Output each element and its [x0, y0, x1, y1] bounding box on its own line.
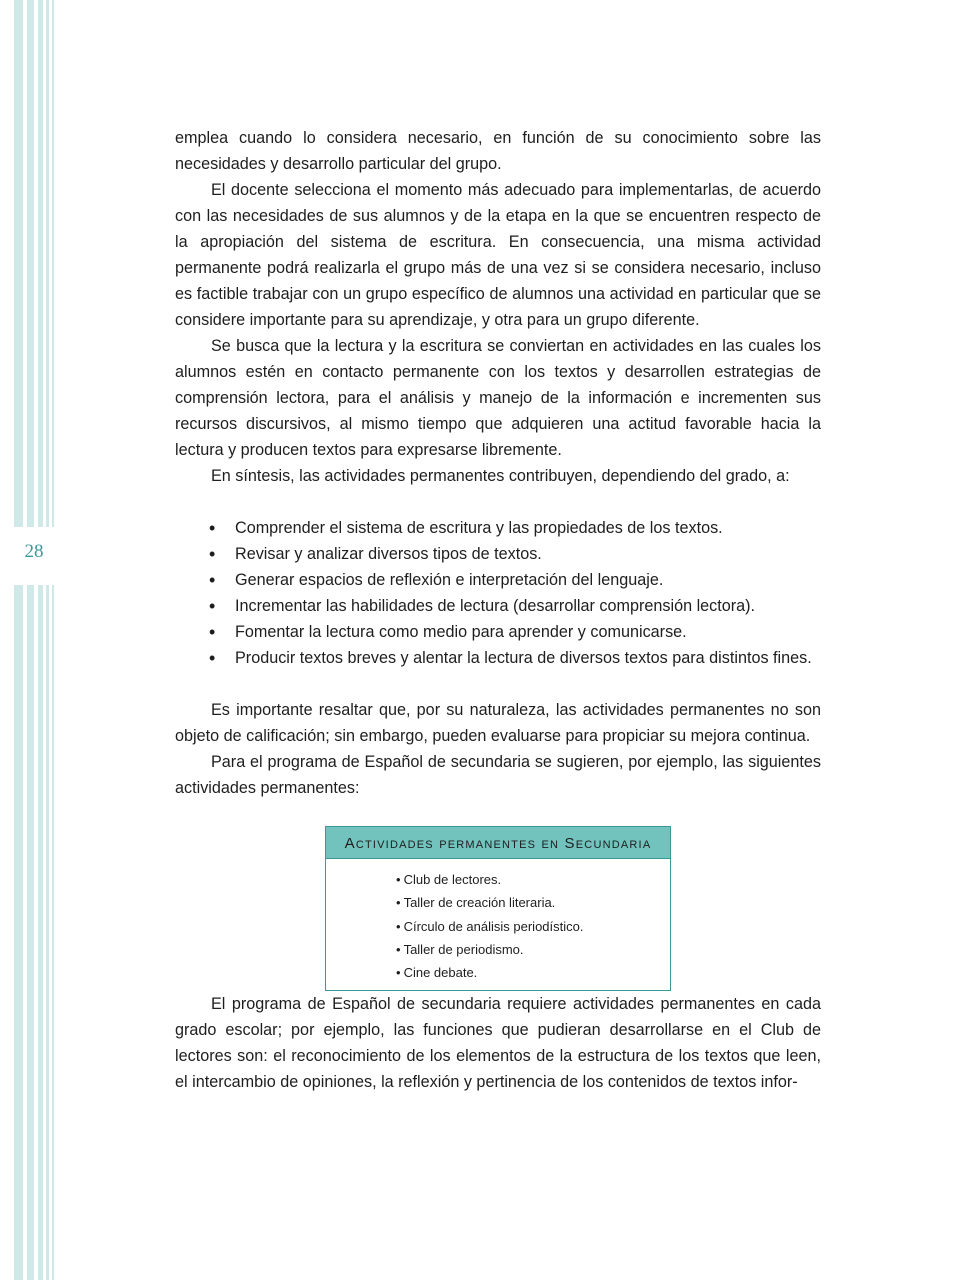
list-item: • Fomentar la lectura como medio para aprender y comunicarse. — [209, 619, 821, 645]
paragraph: Para el programa de Español de secundaria se sugieren, por ejemplo, las siguientes actividades permanentes: — [175, 753, 821, 797]
list-item: • Cine debate. — [396, 965, 478, 981]
bullet-icon: • — [209, 570, 216, 590]
list-item: • Club de lectores. — [396, 872, 502, 887]
paragraph: El programa de Español de secundaria requiere actividades permanentes en cada grado escolar; por ejemplo, las funciones que pudieran desarrollarse en el Club de lectores son: el reconocimiento de los elementos de la estructura de los textos que leen, el intercambio de opiniones, la reflexión y pertinencia de los contenidos de textos infor- — [175, 995, 821, 1092]
list-item: • Taller de periodismo. — [396, 941, 524, 957]
paragraph: Es importante resaltar que, por su naturaleza, las actividades permanentes no son objeto de calificación; sin embargo, pueden evaluarse para propiciar su mejora continua. — [175, 701, 821, 745]
paragraph: emplea cuando lo considera necesario, en función de su conocimiento sobre las necesidades y desarrollo particular del grupo. — [175, 129, 821, 173]
margin-stripe — [38, 0, 43, 1280]
list-item: • Círculo de análisis periodístico. — [396, 918, 584, 934]
contribution-list — [175, 515, 821, 671]
margin-stripe — [14, 0, 23, 1280]
margin-stripe — [46, 0, 49, 1280]
activities-box-title: Actividades permanentes en Secundaria — [326, 827, 670, 859]
list-item: • Taller de creación literaria. — [396, 895, 556, 911]
bullet-icon: • — [209, 648, 216, 668]
bullet-icon: • — [396, 895, 401, 911]
activities-list — [326, 859, 670, 990]
paragraph: El docente selecciona el momento más adecuado para implementarlas, de acuerdo con las necesidades de sus alumnos y de la etapa en la que se encuentren respecto de la apropiación del sistema de escritura. En consecuencia, una misma actividad permanente podrá realizarla el grupo más de una vez si se considera necesario, incluso es factible trabajar con un grupo específico de alumnos una actividad en particular que se considere importante para su aprendizaje, y otra para un grupo diferente. — [175, 181, 821, 329]
paragraph: En síntesis, las actividades permanentes contribuyen, dependiendo del grado, a: — [211, 467, 790, 485]
paragraph: Se busca que la lectura y la escritura se conviertan en actividades en las cuales los alumnos estén en contacto permanente con los textos y desarrollen estrategias de comprensión lectora, para el análisis y manejo de la información e incrementen sus recursos discursivos, al mismo tiempo que adquieren una actitud favorable hacia la lectura y producen textos para expresarse libremente. — [175, 337, 821, 459]
page-body — [175, 125, 821, 1095]
bullet-icon: • — [209, 518, 216, 538]
margin-stripes — [0, 0, 60, 1280]
activities-box — [325, 826, 671, 991]
bullet-icon: • — [209, 596, 216, 616]
list-item: • Producir textos breves y alentar la lectura de diversos textos para distintos fines. — [209, 645, 821, 671]
list-item: • Generar espacios de reflexión e interpretación del lenguaje. — [209, 567, 821, 593]
list-item: • Comprender el sistema de escritura y las propiedades de los textos. — [209, 515, 821, 541]
margin-stripe — [27, 0, 34, 1280]
list-item: • Incrementar las habilidades de lectura (desarrollar comprensión lectora). — [209, 593, 821, 619]
bullet-icon: • — [209, 544, 216, 564]
bullet-icon: • — [396, 941, 401, 957]
bullet-icon: • — [396, 965, 401, 981]
bullet-icon: • — [209, 622, 216, 642]
bullet-icon: • — [396, 872, 401, 887]
margin-stripe — [52, 0, 54, 1280]
list-item: • Revisar y analizar diversos tipos de textos. — [209, 541, 821, 567]
bullet-icon: • — [396, 918, 401, 934]
page-number: 28 — [24, 541, 44, 562]
